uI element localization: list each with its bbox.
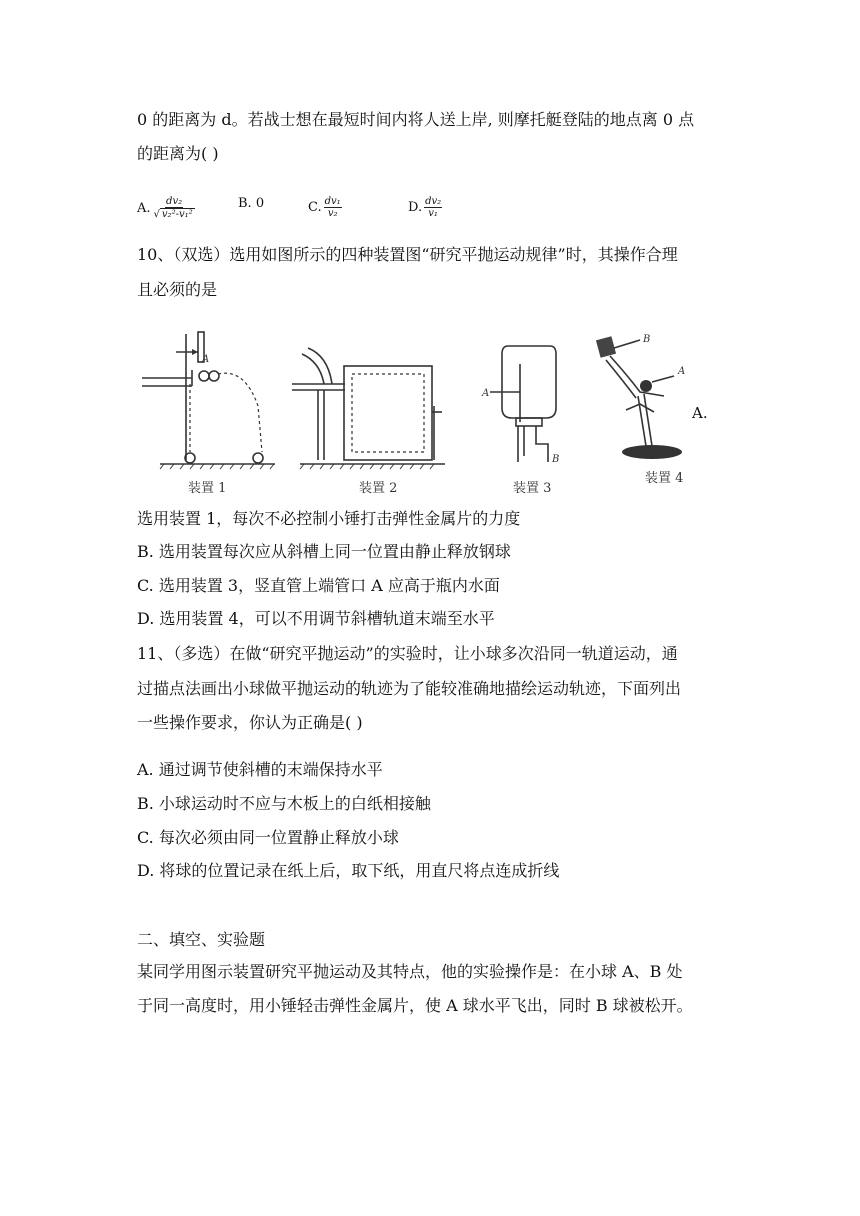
figure-caption: 装置 4 bbox=[645, 471, 684, 486]
fraction bbox=[324, 196, 342, 219]
option-line: B. 选用装置每次应从斜槽上同一位置由静止释放钢球 bbox=[137, 542, 511, 561]
option-c bbox=[308, 196, 342, 219]
figure-side-label: A. bbox=[692, 404, 708, 422]
fraction-denominator: v₂ bbox=[327, 208, 338, 219]
option-label: C. bbox=[308, 200, 322, 215]
option-label: B. 0 bbox=[238, 196, 265, 211]
question-text-line: 一些操作要求，你认为正确是( ) bbox=[137, 713, 363, 732]
fraction-numerator: dv₁ bbox=[324, 196, 341, 207]
figure-label: B bbox=[643, 334, 651, 345]
option-label: A. bbox=[137, 200, 151, 216]
apparatus-figure bbox=[140, 326, 730, 496]
fraction bbox=[424, 196, 442, 219]
radicand: v₂²-v₁² bbox=[161, 209, 193, 220]
fraction-denominator: √ v₂²-v₁² bbox=[153, 208, 193, 220]
option-line: C. 每次必须由同一位置静止释放小球 bbox=[137, 828, 399, 847]
option-d bbox=[408, 196, 442, 219]
fraction bbox=[153, 196, 196, 220]
figure-caption: 装置 1 bbox=[188, 481, 227, 496]
question-text-line: 过描点法画出小球做平抛运动的轨迹为了能较准确地描绘运动轨迹，下面列出 bbox=[137, 679, 682, 698]
option-b bbox=[238, 196, 264, 211]
option-a bbox=[137, 196, 196, 220]
fraction-numerator: dv₂ bbox=[425, 196, 442, 207]
question-text-line: 10、（双选）选用如图所示的四种装置图“研究平抛运动规律”时，其操作合理 bbox=[137, 245, 678, 264]
question-text-line: 11、（多选）在做“研究平抛运动”的实验时，让小球多次沿同一轨道运动，通 bbox=[137, 644, 678, 663]
figure-caption: 装置 2 bbox=[359, 481, 398, 496]
option-line: A. 通过调节使斜槽的末端保持水平 bbox=[137, 760, 383, 779]
option-line: D. 将球的位置记录在纸上后，取下纸，用直尺将点连成折线 bbox=[137, 861, 560, 880]
figure-label: B bbox=[552, 454, 560, 465]
question-text-line: 于同一高度时，用小锤轻击弹性金属片，使 A 球水平飞出，同时 B 球被松开。 bbox=[137, 996, 693, 1015]
figure-label: A bbox=[202, 354, 210, 365]
option-line: D. 选用装置 4，可以不用调节斜槽轨道末端至水平 bbox=[137, 609, 495, 628]
fraction-denominator: v₁ bbox=[428, 208, 438, 219]
figure-caption: 装置 3 bbox=[513, 481, 552, 496]
question-text-line: 且必须的是 bbox=[137, 280, 218, 299]
option-label: D. bbox=[408, 200, 423, 215]
apparatus-3 bbox=[481, 346, 559, 465]
question-text-line: 的距离为( ) bbox=[137, 144, 219, 163]
section-heading: 二、填空、实验题 bbox=[137, 930, 266, 949]
question-text-line: 0 的距离为 d。若战士想在最短时间内将人送上岸, 则摩托艇登陆的地点离 0 点 bbox=[137, 110, 695, 129]
apparatus-drawing bbox=[140, 326, 730, 496]
apparatus-1 bbox=[142, 332, 275, 469]
question-text-line: 某同学用图示装置研究平抛运动及其特点，他的实验操作是：在小球 A、B 处 bbox=[137, 962, 683, 981]
fraction-numerator: dv₂ bbox=[166, 196, 183, 207]
apparatus-4 bbox=[596, 334, 685, 459]
option-line: B. 小球运动时不应与木板上的白纸相接触 bbox=[137, 794, 431, 813]
figure-label: A bbox=[482, 388, 490, 399]
figure-label: A bbox=[678, 366, 686, 377]
option-line: 选用装置 1，每次不必控制小锤打击弹性金属片的力度 bbox=[137, 509, 521, 528]
apparatus-2 bbox=[292, 348, 445, 469]
option-line: C. 选用装置 3，竖直管上端管口 A 应高于瓶内水面 bbox=[137, 576, 500, 595]
